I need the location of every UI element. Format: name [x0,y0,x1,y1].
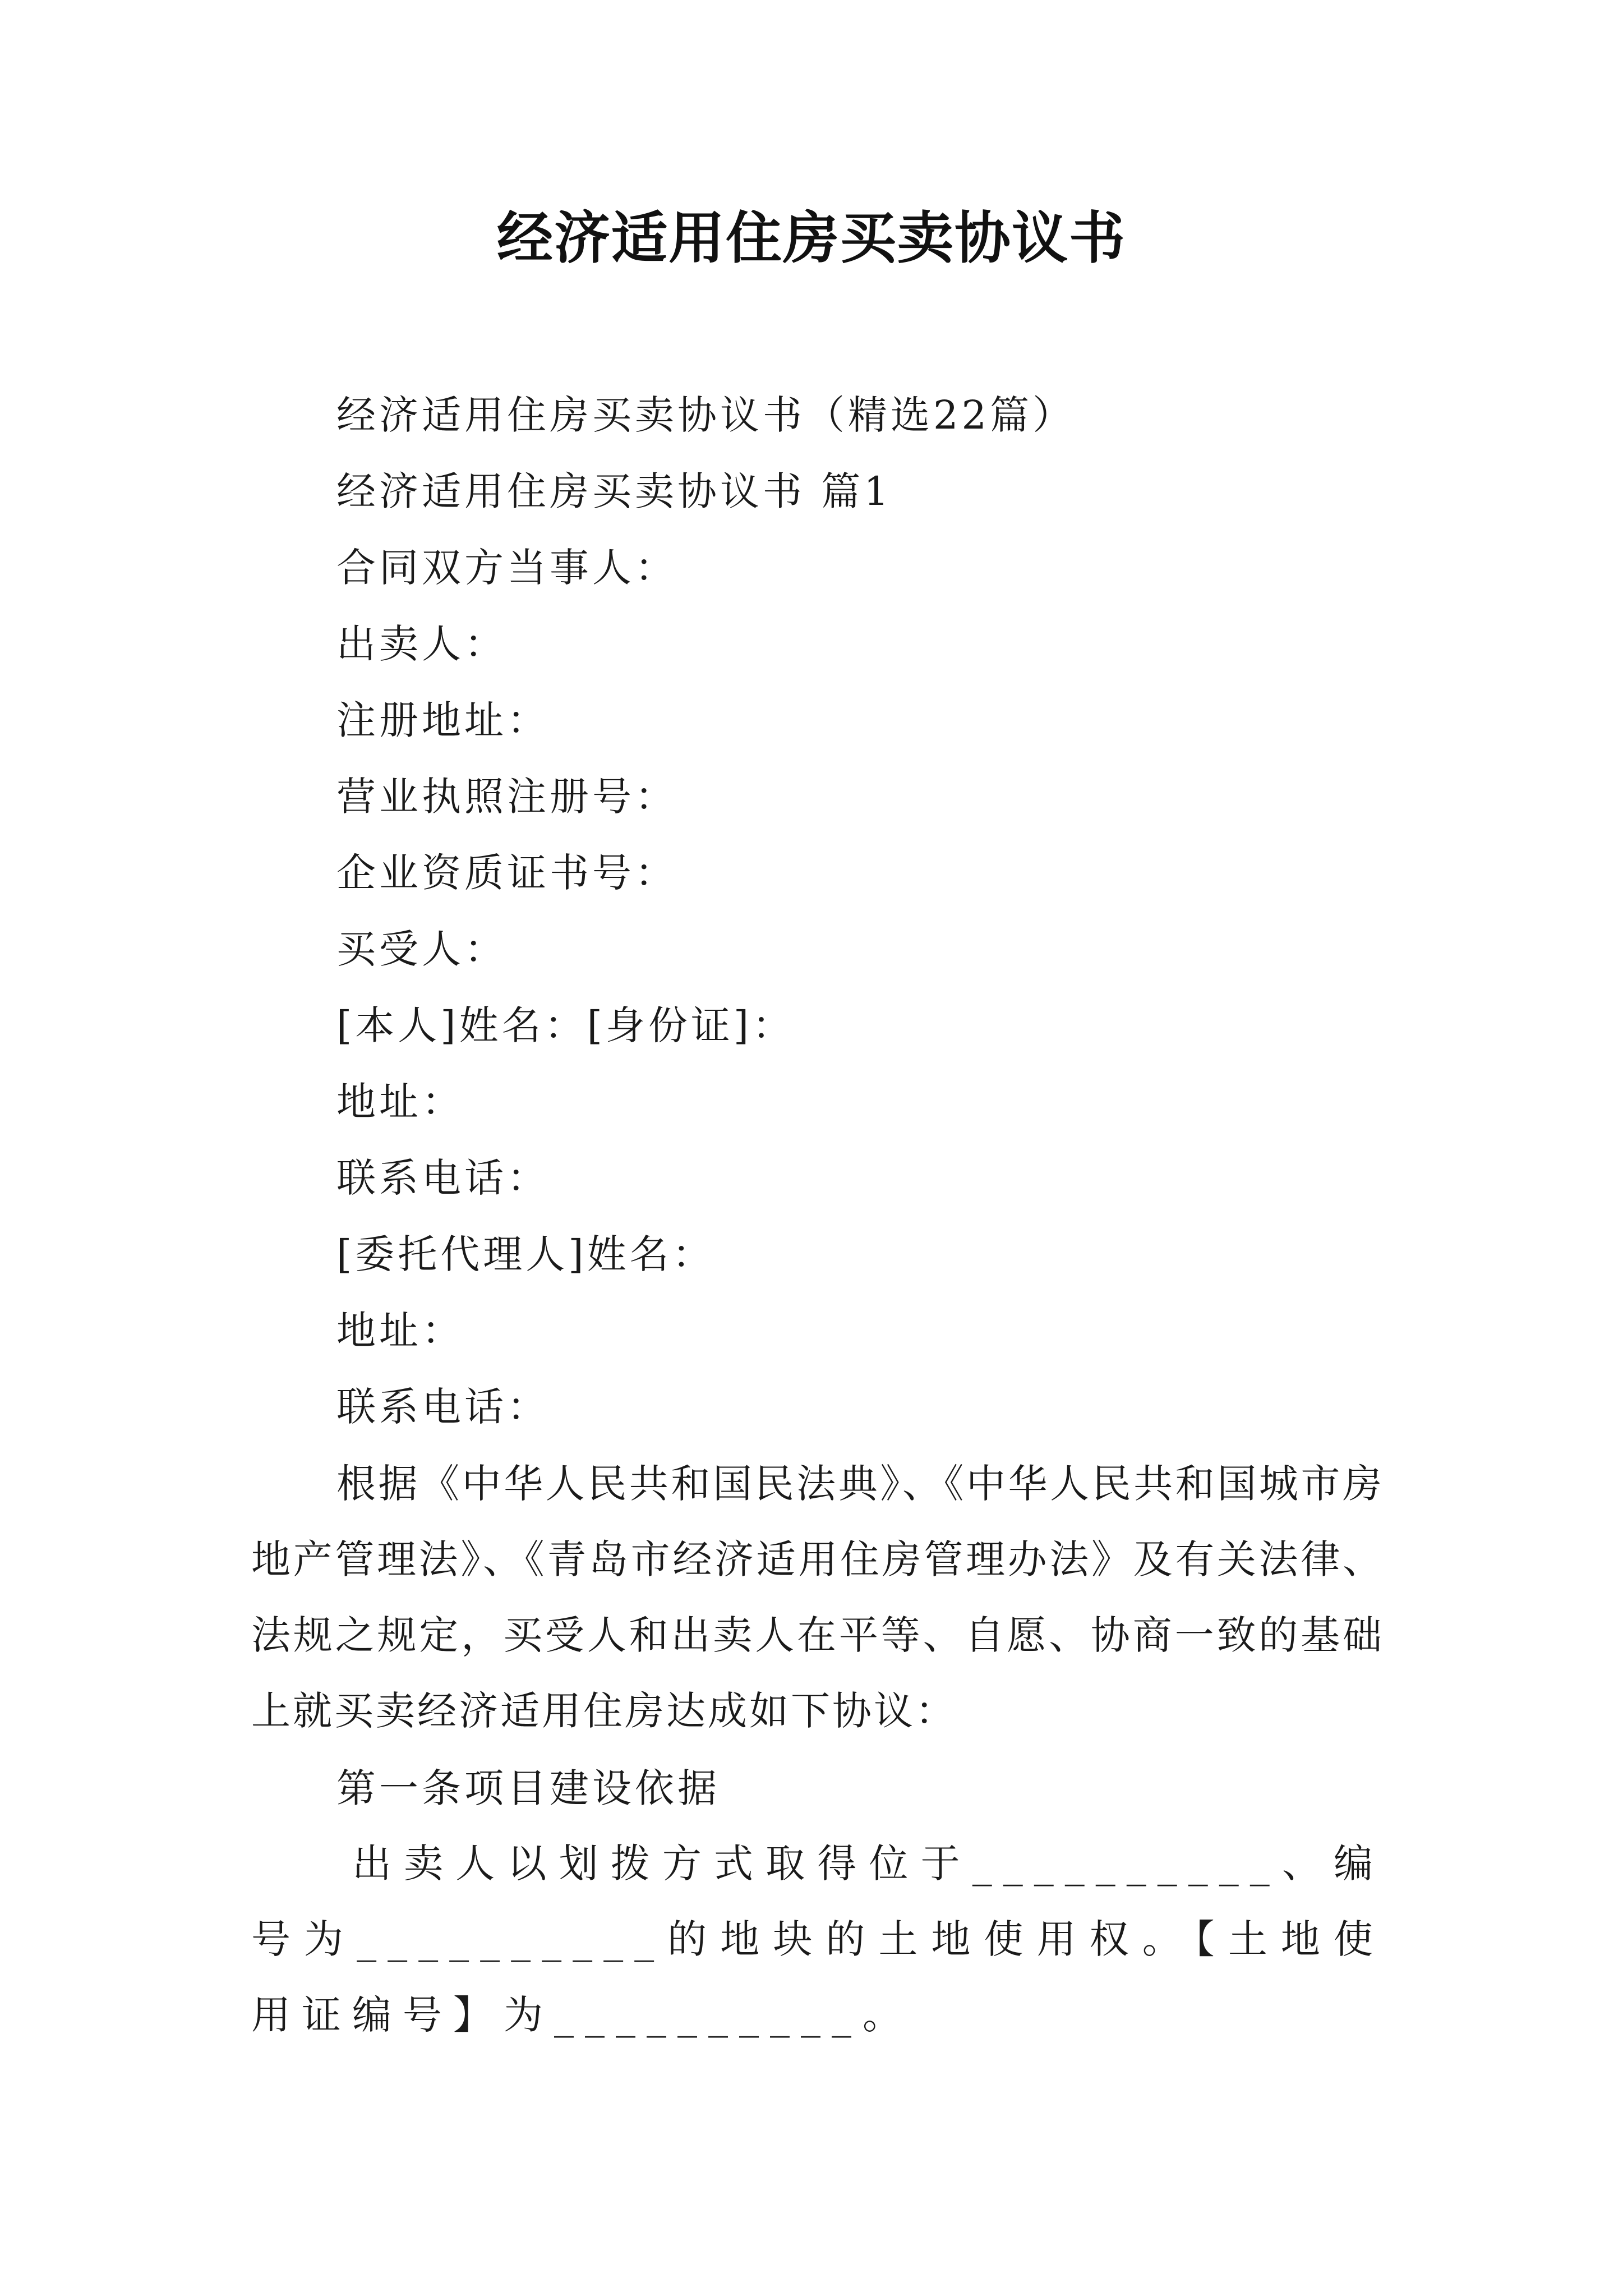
parties-heading: 合同双方当事人： [336,545,677,591]
agent-phone-label: 联系电话： [336,1384,550,1430]
basis-paragraph: 根据《中华人民共和国民法典》、《中华人民共和国城市房地产管理法》、《青岛市经济适用住房管理办法》及有关法律、法规之规定，买受人和出卖人在平等、自愿、协商一致的基础上就买卖经济适用住房达成如下协议： [251,1461,1384,1734]
document-subtitle: 经济适用住房买卖协议书（精选22篇） [336,392,1076,438]
agent-address-label: 地址： [336,1308,464,1354]
buyer-address-label: 地址： [336,1079,464,1125]
registered-address-label: 注册地址： [336,697,550,743]
business-license-label: 营业执照注册号： [336,774,677,820]
article-1-heading: 第一条项目建设依据 [336,1765,720,1811]
seller-label: 出卖人： [336,621,507,667]
buyer-phone-label: 联系电话： [336,1155,550,1201]
buyer-name-id-label: [本人]姓名：[身份证]： [336,1002,795,1048]
qualification-cert-label: 企业资质证书号： [336,850,677,896]
buyer-label: 买受人： [336,926,507,972]
agent-name-label: [委托代理人]姓名： [336,1231,715,1277]
document-title: 经济适用住房买卖协议书 [497,205,1126,271]
article-1-text: 出卖人以划拨方式取得位于__________、编号为__________的地块的土地使用权。【土地使用证编号】为__________。 [251,1841,1384,2038]
section-heading: 经济适用住房买卖协议书 篇1 [336,468,892,514]
